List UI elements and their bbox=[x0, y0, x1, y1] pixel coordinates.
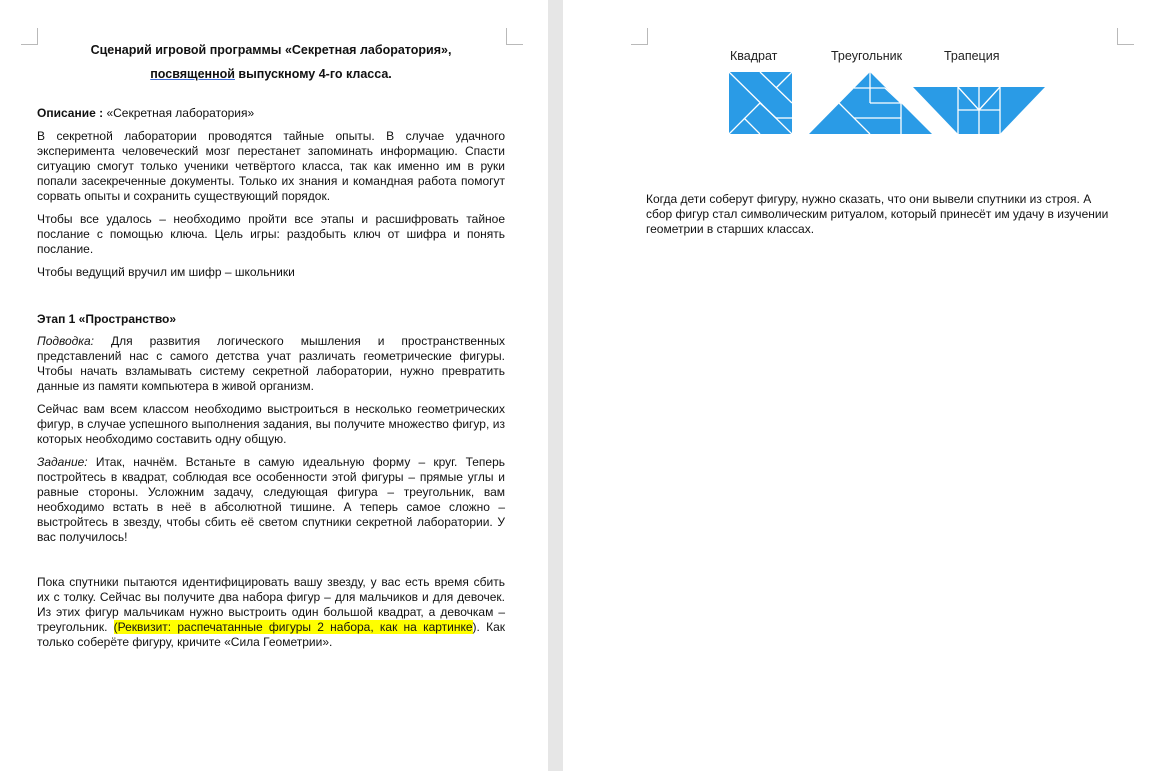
props-text-end: ). Как только соберёте фигуру, кричите «Сила Геометрии». bbox=[37, 620, 506, 649]
paragraph-conclusion: Когда дети соберут фигуру, нужно сказать, что они вывели спутники из строя. А сбор фигур стал символическим ритуалом, который принесёт им удачу в изучении геометрии в старших классах. bbox=[646, 192, 1109, 236]
paragraph-goal: Чтобы все удалось – необходимо пройти все этапы и расшифровать тайное послание с помощью ключа. Цель игры: раздобыть ключ от шифра и понять послание. bbox=[37, 212, 505, 256]
document-body[interactable] bbox=[37, 38, 505, 650]
tangram-figures-image bbox=[563, 0, 1157, 150]
shape-label-triangle: Треугольник bbox=[831, 49, 903, 63]
margin-corner-top-right bbox=[506, 28, 523, 45]
task-text: Итак, начнём. Встаньте в самую идеальную форму – круг. Теперь постройтесь в квадрат, соблюдая все особенности этой фигуры – прямые углы и равные стороны. Усложним задачу, следующая фигура – треугольник, вам необходимо встать в неё в абсолютной тишине. А теперь самое сложно – выстройтесь в звезду, чтобы сбить её светом спутники секретной лаборатории. У вас получилось! bbox=[37, 455, 505, 544]
paragraph-cipher: Чтобы ведущий вручил им шифр – школьники bbox=[37, 265, 295, 279]
lead-label: Подводка: bbox=[37, 334, 94, 348]
title-line-2 bbox=[37, 62, 505, 86]
shape-label-square: Квадрат bbox=[730, 49, 778, 63]
lead-text: Для развития логического мышления и пространственных представлений нас с самого детства учат различать геометрические фигуры. Чтобы начать взламывать систему секретной лаборатории, нужно превратить данные из памяти компьютера в живой организм. bbox=[37, 334, 505, 393]
right-page-body[interactable] bbox=[646, 192, 1116, 237]
tangram-square bbox=[729, 72, 792, 134]
margin-corner-top-left bbox=[21, 28, 38, 45]
tangram-triangle bbox=[809, 72, 932, 134]
title-line-1: Сценарий игровой программы «Секретная лаборатория», bbox=[90, 43, 452, 57]
description-colon: : bbox=[95, 106, 107, 120]
description-value: «Секретная лаборатория» bbox=[106, 106, 255, 120]
paragraph-intro: В секретной лаборатории проводятся тайные опыты. В случае удачного эксперимента человеческий мозг перестанет запоминать информацию. Спасти ситуацию смогут только ученики четвёртого класса, так как именно им в руки попали засекреченные документы. Только их знания и командная работа помогут сорвать опыты и сохранить существующий порядок. bbox=[37, 129, 505, 203]
props-text-start: Пока спутники пытаются идентифицировать вашу звезду, у вас есть время сбить их с толку. Сейчас вы получите два набора фигур – для мальчиков и для девочек. Из этих фигур мальчикам нужно выстроить один большой квадрат, а девочкам – треугольник. bbox=[37, 575, 505, 634]
document-page-left[interactable] bbox=[0, 0, 548, 771]
paragraph-task bbox=[37, 455, 505, 545]
spellcheck-word: посвященной bbox=[150, 67, 235, 81]
shape-label-trapezoid: Трапеция bbox=[944, 49, 1000, 63]
document-page-right[interactable] bbox=[563, 0, 1157, 771]
paragraph-props bbox=[37, 575, 505, 650]
stage-1-heading: Этап 1 «Пространство» bbox=[37, 312, 177, 326]
description-line bbox=[37, 106, 505, 121]
description-label: Описание bbox=[37, 106, 96, 120]
tangram-trapezoid bbox=[913, 87, 1045, 134]
task-label: Задание: bbox=[37, 455, 88, 469]
title-line-2-rest: выпускному 4-го класса. bbox=[234, 67, 392, 81]
paragraph-formation: Сейчас вам всем классом необходимо выстроиться в несколько геометрических фигур, в случае успешного выполнения задания, вы получите множество фигур, из которых необходимо составить одну общую. bbox=[37, 402, 505, 446]
paragraph-lead bbox=[37, 334, 505, 394]
highlighted-requisite: (Реквизит: распечатанные фигуры 2 набора, как на картинке bbox=[113, 620, 473, 634]
